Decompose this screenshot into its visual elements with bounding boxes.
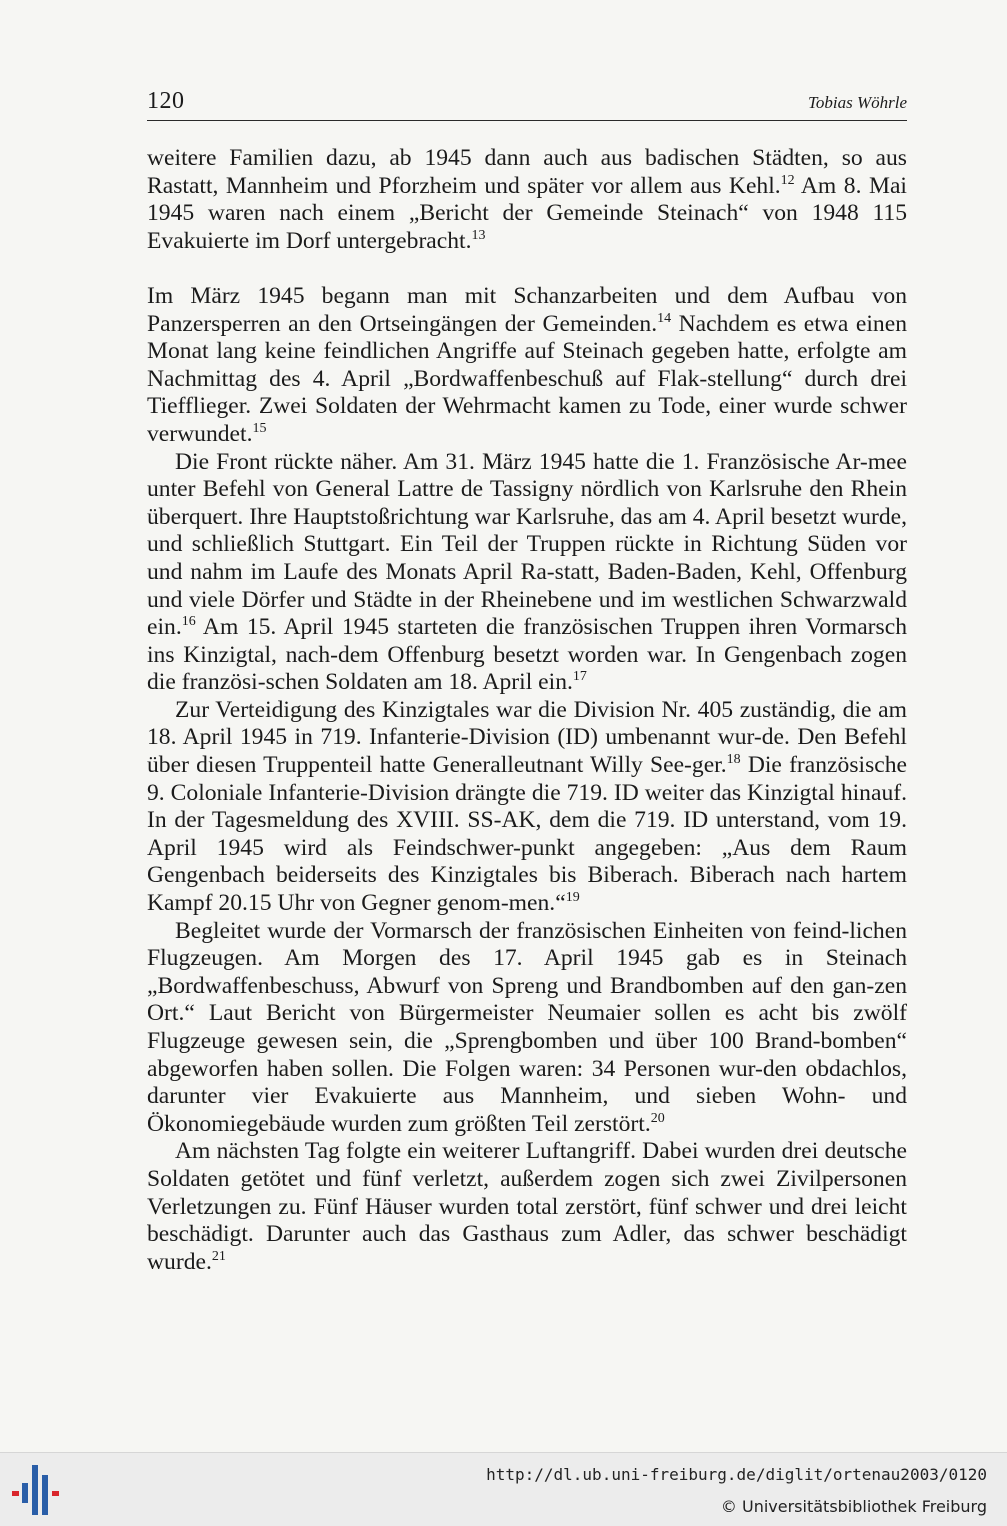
viewer-footer <box>0 1452 1007 1526</box>
footnote-ref[interactable]: 16 <box>181 614 196 630</box>
copyright-notice: © Universitätsbibliothek Freiburg <box>720 1497 987 1516</box>
footnote-ref[interactable]: 13 <box>471 227 486 243</box>
footnote-ref[interactable]: 20 <box>650 1110 665 1126</box>
footnote-ref[interactable]: 21 <box>211 1248 226 1264</box>
footnote-ref[interactable]: 15 <box>252 420 267 436</box>
footnote-ref[interactable]: 12 <box>780 172 795 188</box>
body-text <box>147 145 907 1276</box>
page-number: 120 <box>147 88 185 114</box>
paragraph-6: Am nächsten Tag folgte ein weiterer Luftangriff. Dabei wurden drei deutsche Soldaten getötet und fünf verletzt, außerdem zogen sich zwei Zivilpersonen Verletzungen zu. Fünf Häuser wurden total zerstört, fünf schwer und drei leicht beschädigt. Darunter auch das Gasthaus zum Adler, das schwer beschädigt wurde.$^{21}$ <box>147 1138 907 1275</box>
paragraph-5: Begleitet wurde der Vormarsch der französischen Einheiten von feind-lichen Flugzeugen. Am Morgen des 17. April 1945 gab es in Steinach „Bordwaffenbeschuss, Abwurf von Spreng und Brandbomben auf den gan-zen Ort.“ Laut Bericht von Bürgermeister Neumaier sollen es acht bis zwölf Flugzeuge gewesen sein, die „Sprengbomben und über 100 Brand-bomben“ abgeworfen haben sollen. Die Folgen waren: 34 Personen wur-den obdachlos, darunter vier Evakuierte aus Mannheim, und sieben Wohn- und Ökonomiegebäude wurden zum größten Teil zerstört.$^{20}$ <box>147 917 907 1137</box>
footnote-ref[interactable]: 14 <box>657 310 672 326</box>
page-header <box>147 86 907 121</box>
footnote-ref[interactable]: 19 <box>565 890 580 906</box>
paragraph-1: weitere Familien dazu, ab 1945 dann auch aus badischen Städten, so aus Rastatt, Mannheim und Pforzheim und später vor allem aus Kehl.$^{12}$ Am 8. Mai 1945 waren nach einem „Bericht der Gemeinde Steinach“ von 1948 115 Evakuierte im Dorf untergebracht.$^{13}$ <box>147 145 907 254</box>
footnote-ref[interactable]: 17 <box>572 669 587 685</box>
footnote-ref[interactable]: 18 <box>726 752 741 768</box>
running-head-author: Tobias Wöhrle <box>807 93 907 112</box>
paragraph-2: Im März 1945 begann man mit Schanzarbeiten und dem Aufbau von Panzersperren an den Ortseingängen der Gemeinden.$^{14}$ Nachdem es etwa einen Monat lang keine feindlichen Angriffe auf Steinach gegeben hatte, erfolgte am Nachmittag des 4. April „Bordwaffenbeschuß auf Flak-stellung“ durch drei Tiefflieger. Zwei Soldaten der Wehrmacht kamen zu Tode, einer wurde schwer verwundet.$^{15}$ <box>147 282 907 447</box>
permalink-url[interactable]: http://dl.ub.uni-freiburg.de/diglit/ortenau2003/0120 <box>486 1465 987 1484</box>
ub-freiburg-logo-icon <box>12 1463 64 1517</box>
paragraph-4: Zur Verteidigung des Kinzigtales war die Division Nr. 405 zuständig, die am 18. April 1945 in 719. Infanterie-Division (ID) umbenannt wur-de. Den Befehl über diesen Truppenteil hatte Generalleutnant Willy See-ger.$^{18}$ Die französische 9. Coloniale Infanterie-Division drängte die 719. ID weiter das Kinzigtal hinauf. In der Tagesmeldung des XVIII. SS-AK, dem die 719. ID unterstand, vom 19. April 1945 wird als Feindschwer-punkt angegeben: „Aus dem Raum Gengenbach beiderseits des Kinzigtales bis Biberach. Biberach nach hartem Kampf 20.15 Uhr von Gegner genom-men.“$^{19}$ <box>147 696 907 917</box>
paragraph-3: Die Front rückte näher. Am 31. März 1945 hatte die 1. Französische Ar-mee unter Befehl von General Lattre de Tassigny nördlich von Karlsruhe den Rhein überquert. Ihre Hauptstoßrichtung war Karlsruhe, das am 4. April besetzt wurde, und schließlich Stuttgart. Ein Teil der Truppen rückte in Richtung Süden vor und nahm im Laufe des Monats April Ra-statt, Baden-Baden, Kehl, Offenburg und viele Dörfer und Städte in der Rheinebene und im westlichen Schwarzwald ein.$^{16}$ Am 15. April 1945 starteten die französischen Truppen ihren Vormarsch ins Kinzigtal, nach-dem Offenburg besetzt worden war. In Gengenbach zogen die französi-schen Soldaten am 18. April ein.$^{17}$ <box>147 448 908 696</box>
